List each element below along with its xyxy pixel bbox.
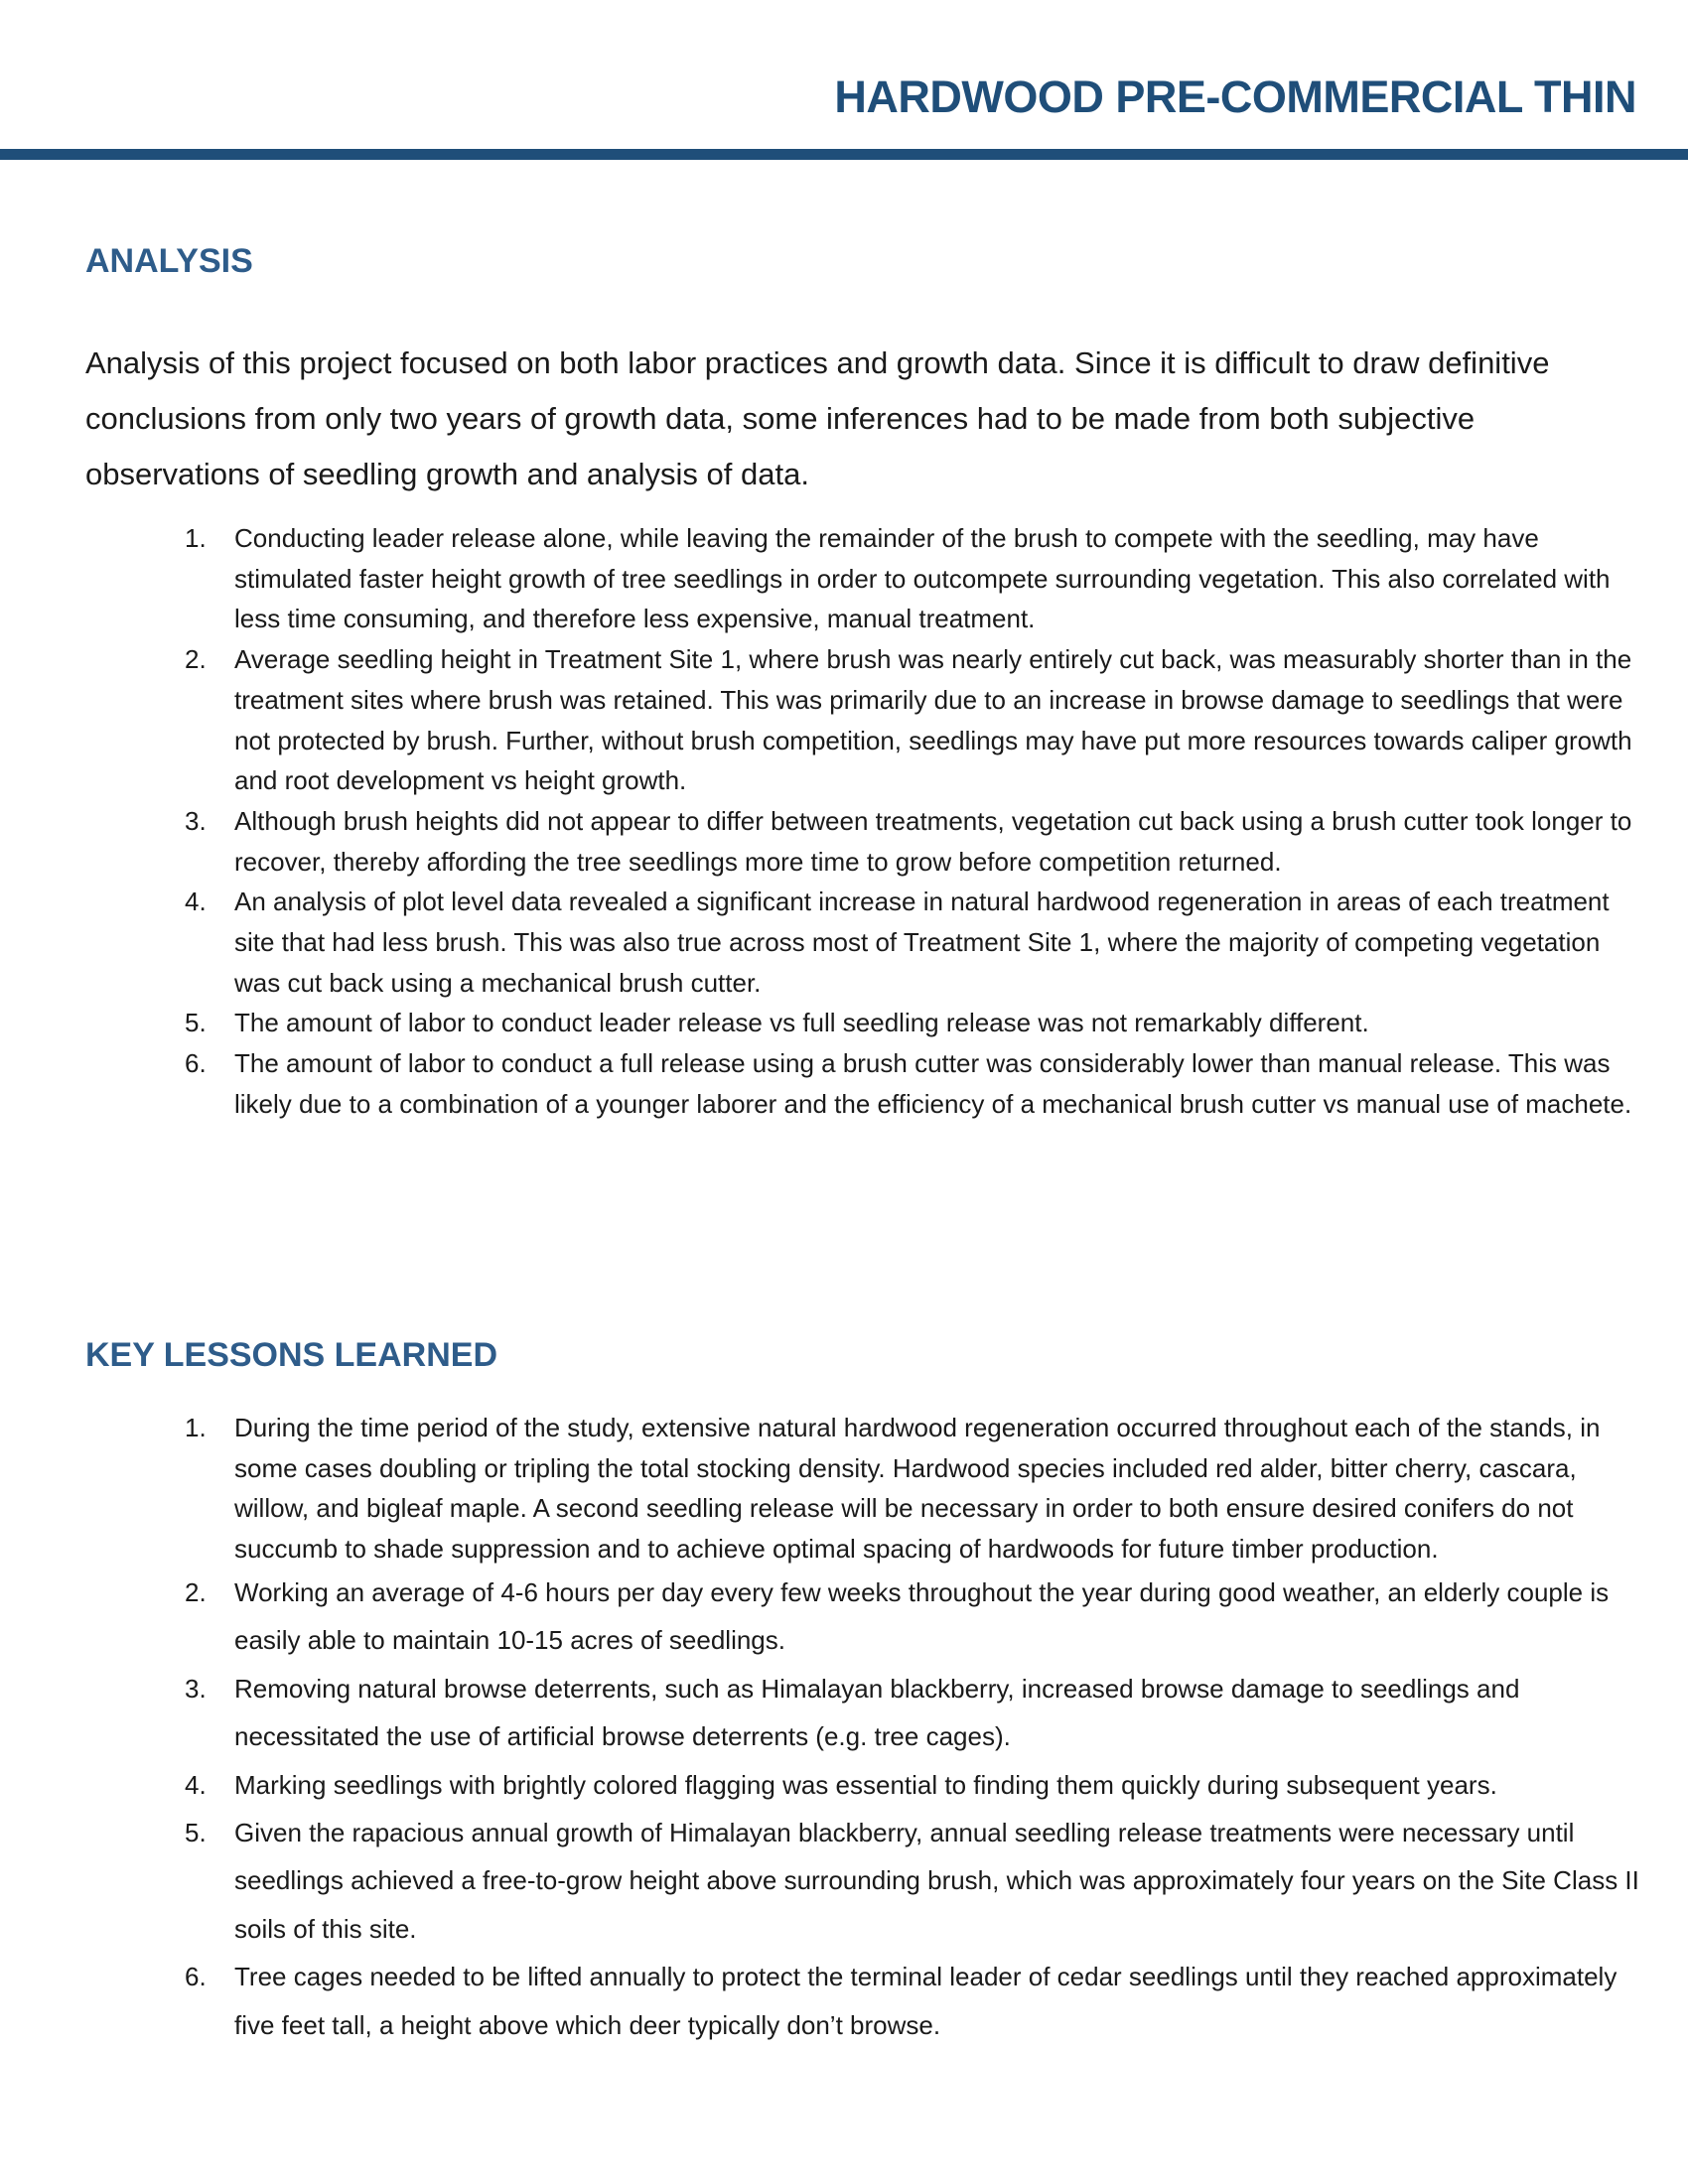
list-number: 1. <box>185 1413 207 1442</box>
analysis-item <box>0 1043 1688 1124</box>
list-item-text: Although brush heights did not appear to differ between treatments, vegetation cut back using a brush cutter took longer to recover, thereby affording the tree seedlings more time to grow before competition returned. <box>234 805 1632 877</box>
analysis-item <box>0 882 1688 1003</box>
lesson-item <box>0 1665 1688 1761</box>
analysis-item <box>0 518 1688 639</box>
list-item-text: Average seedling height in Treatment Site 1, where brush was nearly entirely cut back, was measurably shorter than in the treatment sites where brush was retained. This was primarily due to an increase in browse damage to seedlings that were not protected by brush. Further, without brush competition, seedlings may have put more resources towards caliper growth and root development vs height growth. <box>234 644 1632 796</box>
lesson-item <box>0 1809 1688 1953</box>
analysis-item <box>0 801 1688 882</box>
list-number: 4. <box>185 1769 207 1800</box>
list-number: 6. <box>185 1048 207 1079</box>
list-number: 5. <box>185 1818 207 1848</box>
list-number: 3. <box>185 805 207 836</box>
list-item-text: An analysis of plot level data revealed a significant increase in natural hardwood regeneration in areas of each treatment site that had less brush. This was also true across most of Treatment Site 1, where the majority of competing vegetation was cut back using a mechanical brush cutter. <box>234 887 1610 998</box>
lesson-item <box>0 1953 1688 2049</box>
list-number: 6. <box>185 1962 207 1992</box>
header-rule <box>0 149 1688 160</box>
analysis-list <box>0 518 1688 1125</box>
list-item-text: Conducting leader release alone, while leaving the remainder of the brush to compete with the seedling, may have stimulated faster height growth of tree seedlings in order to outcompete surrounding vegetation. This also correlated with less time consuming, and therefore less expensive, manual treatment. <box>234 523 1611 634</box>
lesson-item <box>0 1761 1688 1809</box>
list-number: 5. <box>185 1008 207 1038</box>
list-number: 2. <box>185 644 207 675</box>
list-item-text: Tree cages needed to be lifted annually to protect the terminal leader of cedar seedlings until they reached approximately five feet tall, a height above which deer typically don’t browse. <box>234 1962 1618 2040</box>
analysis-item <box>0 639 1688 801</box>
list-number: 1. <box>185 523 207 553</box>
list-number: 3. <box>185 1673 207 1704</box>
list-item-text: Given the rapacious annual growth of Himalayan blackberry, annual seedling release treatments were necessary until seedlings achieved a free-to-grow height above surrounding brush, which was approximately four years on the Site Class II soils of this site. <box>234 1818 1639 1944</box>
list-item-text: The amount of labor to conduct a full release using a brush cutter was considerably lower than manual release. This was likely due to a combination of a younger laborer and the efficiency of a mechanical brush cutter vs manual use of machete. <box>234 1048 1632 1119</box>
lesson-item <box>0 1569 1688 1665</box>
list-item-text: Marking seedlings with brightly colored flagging was essential to finding them quickly during subsequent years. <box>234 1769 1497 1800</box>
document-title: HARDWOOD PRE-COMMERCIAL THIN <box>834 71 1636 122</box>
document-header <box>0 0 1688 164</box>
analysis-item <box>0 1003 1688 1043</box>
list-item-text: The amount of labor to conduct leader release vs full seedling release was not remarkably different. <box>234 1008 1369 1038</box>
list-item-text: During the time period of the study, extensive natural hardwood regeneration occurred throughout each of the stands, in some cases doubling or tripling the total stocking density. Hardwood species included red alder, bitter cherry, cascara, willow, and bigleaf maple. A second seedling release will be necessary in order to both ensure desired conifers do not succumb to shade suppression and to achieve optimal spacing of hardwoods for future timber production. <box>234 1413 1601 1564</box>
lessons-heading: KEY LESSONS LEARNED <box>85 1336 498 1374</box>
list-number: 2. <box>185 1577 207 1607</box>
analysis-intro: Analysis of this project focused on both labor practices and growth data. Since it is difficult to draw definitive conclusions from only two years of growth data, some inferences had to be made from both subjective observations of seedling growth and analysis of data. <box>85 345 1550 491</box>
list-item-text: Working an average of 4-6 hours per day every few weeks throughout the year during good weather, an elderly couple is easily able to maintain 10-15 acres of seedlings. <box>234 1577 1610 1656</box>
lesson-item <box>0 1408 1688 1569</box>
lessons-list <box>0 1408 1688 2049</box>
list-item-text: Removing natural browse deterrents, such as Himalayan blackberry, increased browse damage to seedlings and necessitated the use of artificial browse deterrents (e.g. tree cages). <box>234 1673 1520 1752</box>
analysis-heading: ANALYSIS <box>85 242 253 280</box>
list-number: 4. <box>185 887 207 917</box>
